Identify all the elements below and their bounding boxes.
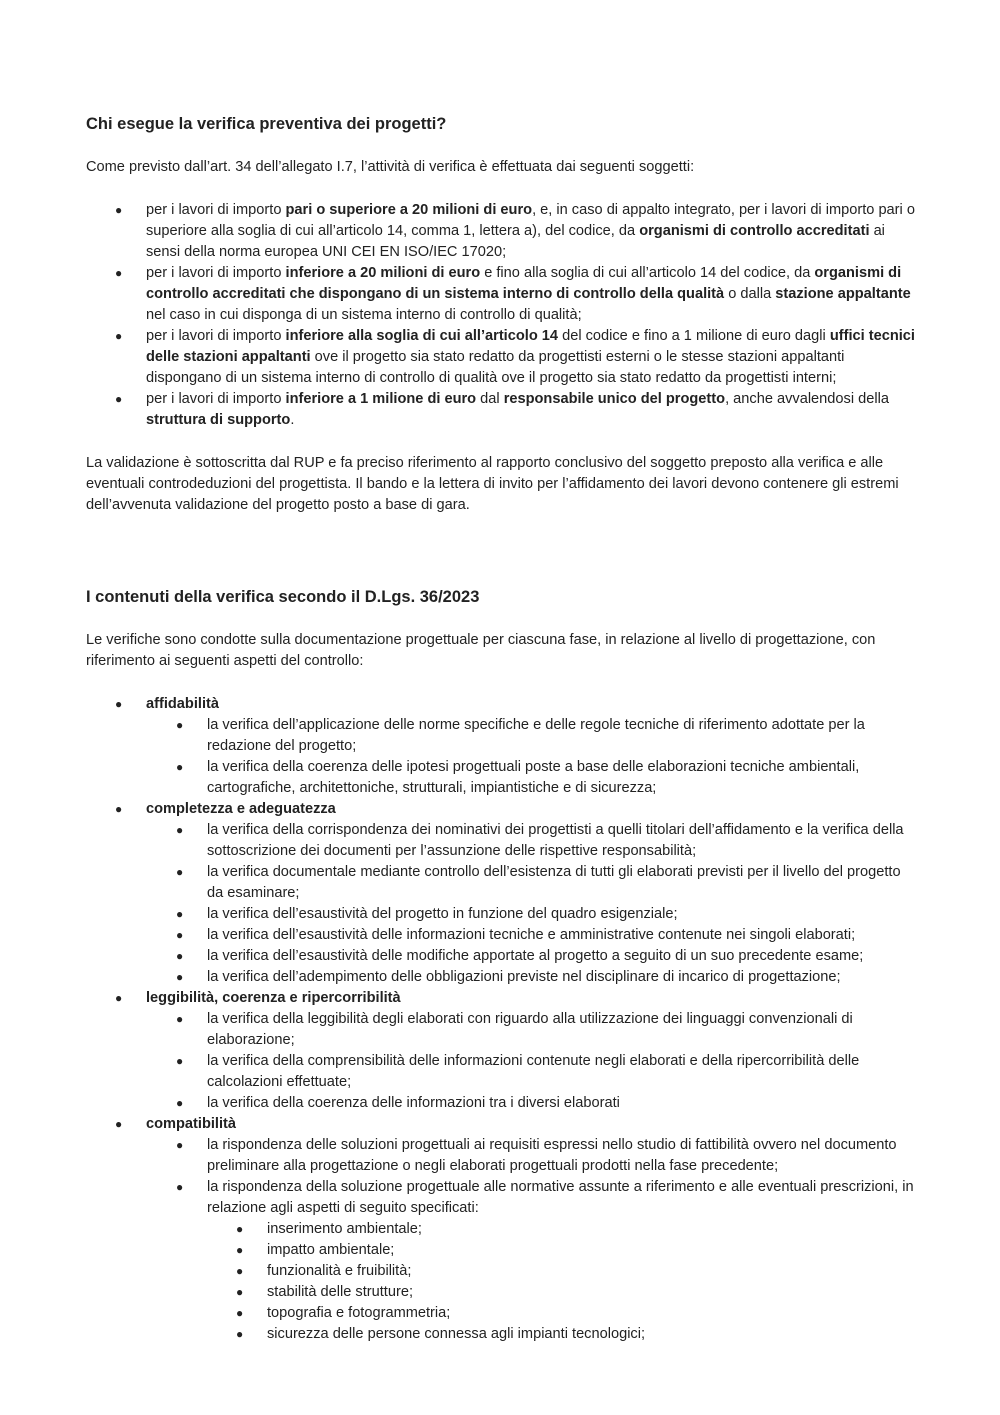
text-run: o dalla [724,286,776,302]
text-run: per i lavori di importo [146,328,286,344]
text-run: . [290,412,295,428]
bullet-icon: ● [236,1306,244,1320]
sub-list-item: ● topografia e fotogrammetria; [86,1303,916,1324]
bullet-icon: ● [176,949,184,963]
bullet-icon: ● [115,802,123,816]
bullet-icon: ● [115,1117,123,1131]
bullet-icon: ● [236,1243,244,1257]
sub-list-item: ● stabilità delle strutture; [86,1282,916,1303]
bullet-icon: ● [115,392,123,406]
list-item: ● la verifica dell’applicazione delle norme specifiche e delle regole tecniche di riferimento adottate per la redazione del progetto; [176,717,865,754]
list-item: ● la verifica dell’esaustività del progetto in funzione del quadro esigenziale; [86,904,916,925]
list-item: ● la verifica della coerenza delle ipotesi progettuali poste a base delle elaborazioni tecniche ambientali, cartografiche, architettoniche, strutturali, impiantistiche e di sicurezza; [176,759,860,796]
bold-text-run: organismi di controllo accreditati [639,223,870,239]
sub-list-item: ● impatto ambientale; [86,1240,916,1261]
list-item: ● la verifica della corrispondenza dei nominativi dei progettisti a quelli titolari dell’affidamento e la verifica della sottoscrizione dei documenti per l’assunzione delle rispettive responsabilità; [176,822,904,859]
section-heading-contenuti-verifica: I contenuti della verifica secondo il D.Lgs. 36/2023 [86,588,480,606]
bullet-icon: ● [176,1054,184,1068]
list-item [86,389,916,431]
bullet-icon: ● [176,1096,184,1110]
list-item-group [86,799,916,820]
section-heading-verifica-soggetti: Chi esegue la verifica preventiva dei progetti? [86,115,447,133]
section2-list [86,694,916,1345]
section1-closing: La validazione è sottoscritta dal RUP e fa preciso riferimento al rapporto conclusivo del soggetto preposto alla verifica e alle eventuali controdeduzioni del progettista. Il bando e la lettera di invito per l’affidamento dei lavori devono contenere gli estremi dell’avvenuta validazione del progetto posto a base di gara. [86,455,899,513]
list-item [86,326,916,389]
list-item: ● la verifica della coerenza delle informazioni tra i diversi elaborati [86,1093,916,1114]
bullet-icon: ● [115,266,123,280]
section1-intro: Come previsto dall’art. 34 dell’allegato I.7, l’attività di verifica è effettuata dai seguenti soggetti: [86,159,695,175]
bullet-icon: ● [176,760,184,774]
list-item: ● la verifica della comprensibilità delle informazioni contenute negli elaborati e della ripercorribilità delle calcolazioni effettuate; [176,1053,860,1090]
bullet-icon: ● [236,1285,244,1299]
text-run: del codice e fino a 1 milione di euro dagli [558,328,830,344]
bullet-icon: ● [176,907,184,921]
sub-list-item: ● inserimento ambientale; [86,1219,916,1240]
bullet-icon: ● [115,697,123,711]
bullet-icon: ● [176,823,184,837]
bullet-icon: ● [176,1180,184,1194]
text-run: e fino alla soglia di cui all’articolo 14 del codice, da [480,265,815,281]
document-content [86,113,916,1345]
bold-text-run: uffici tecnici delle stazioni appaltanti [146,328,915,365]
list-item: ● la verifica documentale mediante controllo dell’esistenza di tutti gli elaborati previsti per il livello del progetto da esaminare; [176,864,901,901]
bullet-icon: ● [176,1138,184,1152]
section2-intro: Le verifiche sono condotte sulla documentazione progettuale per ciascuna fase, in relazione al livello di progettazione, con riferimento ai seguenti aspetti del controllo: [86,632,876,669]
bold-text-run: struttura di supporto [146,412,291,428]
list-item: ● la rispondenza della soluzione progettuale alle normative assunte a riferimento e alle eventuali prescrizioni, in relazione agli aspetti di seguito specificati: [176,1179,914,1216]
bullet-icon: ● [176,1012,184,1026]
list-item: ● la rispondenza delle soluzioni progettuali ai requisiti espressi nello studio di fattibilità ovvero nel documento preliminare alla progettazione o negli elaborati progettuali prodotti nella fase precedente; [176,1137,897,1174]
sub-list-item: ● sicurezza delle persone connessa agli impianti tecnologici; [86,1324,916,1345]
bold-text-run: organismi di controllo accreditati che dispongano di un sistema interno di controllo della qualità [146,265,902,302]
bullet-icon: ● [176,865,184,879]
text-run: per i lavori di importo [146,391,286,407]
bold-text-run: inferiore a 1 milione di euro [285,391,477,407]
bullet-icon: ● [176,928,184,942]
text-run: , e, in caso di appalto integrato, per i lavori di importo pari o superiore alla soglia di cui all’articolo 14, comma 1, lettera a), del codice, da [146,202,915,239]
sub-list-item: ● funzionalità e fruibilità; [86,1261,916,1282]
group-title: compatibilità [146,1116,237,1132]
list-item: ● la verifica della leggibilità degli elaborati con riguardo alla utilizzazione dei linguaggi convenzionali di elaborazione; [176,1011,853,1048]
bullet-icon: ● [115,991,123,1005]
bold-text-run: inferiore a 20 milioni di euro [285,265,481,281]
text-run: dal [476,391,504,407]
bullet-icon: ● [115,329,123,343]
list-item: ● la verifica dell’esaustività delle informazioni tecniche e amministrative contenute nei singoli elaborati; [86,925,916,946]
list-item: ● la verifica dell’esaustività delle modifiche apportate al progetto a seguito di un suo precedente esame; [86,946,916,967]
list-item-group [86,988,916,1009]
list-item-group [86,694,916,715]
bold-text-run: stazione appaltante [775,286,911,302]
text-run: ove il progetto sia stato redatto da progettisti esterni o le stesse stazioni appaltanti dispongano di un sistema interno di controllo di qualità ove il progetto sia stato redatto da progettisti interni; [146,349,845,386]
bullet-icon: ● [115,203,123,217]
list-item: ● la verifica dell’adempimento delle obbligazioni previste nel disciplinare di incarico di progettazione; [86,967,916,988]
section1-list [86,200,916,431]
text-run: , anche avvalendosi della [725,391,889,407]
group-title: completezza e adeguatezza [146,801,336,817]
list-item [86,200,916,263]
group-title: affidabilità [146,696,219,712]
list-item-group [86,1114,916,1135]
bullet-icon: ● [236,1327,244,1341]
bullet-icon: ● [236,1264,244,1278]
bold-text-run: pari o superiore a 20 milioni di euro [285,202,533,218]
bold-text-run: responsabile unico del progetto [503,391,726,407]
bullet-icon: ● [176,970,184,984]
bullet-icon: ● [236,1222,244,1236]
bold-text-run: inferiore alla soglia di cui all’articolo 14 [285,328,559,344]
list-item [86,263,916,326]
text-run: nel caso in cui disponga di un sistema interno di controllo di qualità; [146,307,582,323]
text-run: ai sensi della norma europea UNI CEI EN ISO/IEC 17020; [146,223,885,260]
text-run: per i lavori di importo [146,265,286,281]
bullet-icon: ● [176,718,184,732]
text-run: per i lavori di importo [146,202,286,218]
group-title: leggibilità, coerenza e ripercorribilità [146,990,401,1006]
